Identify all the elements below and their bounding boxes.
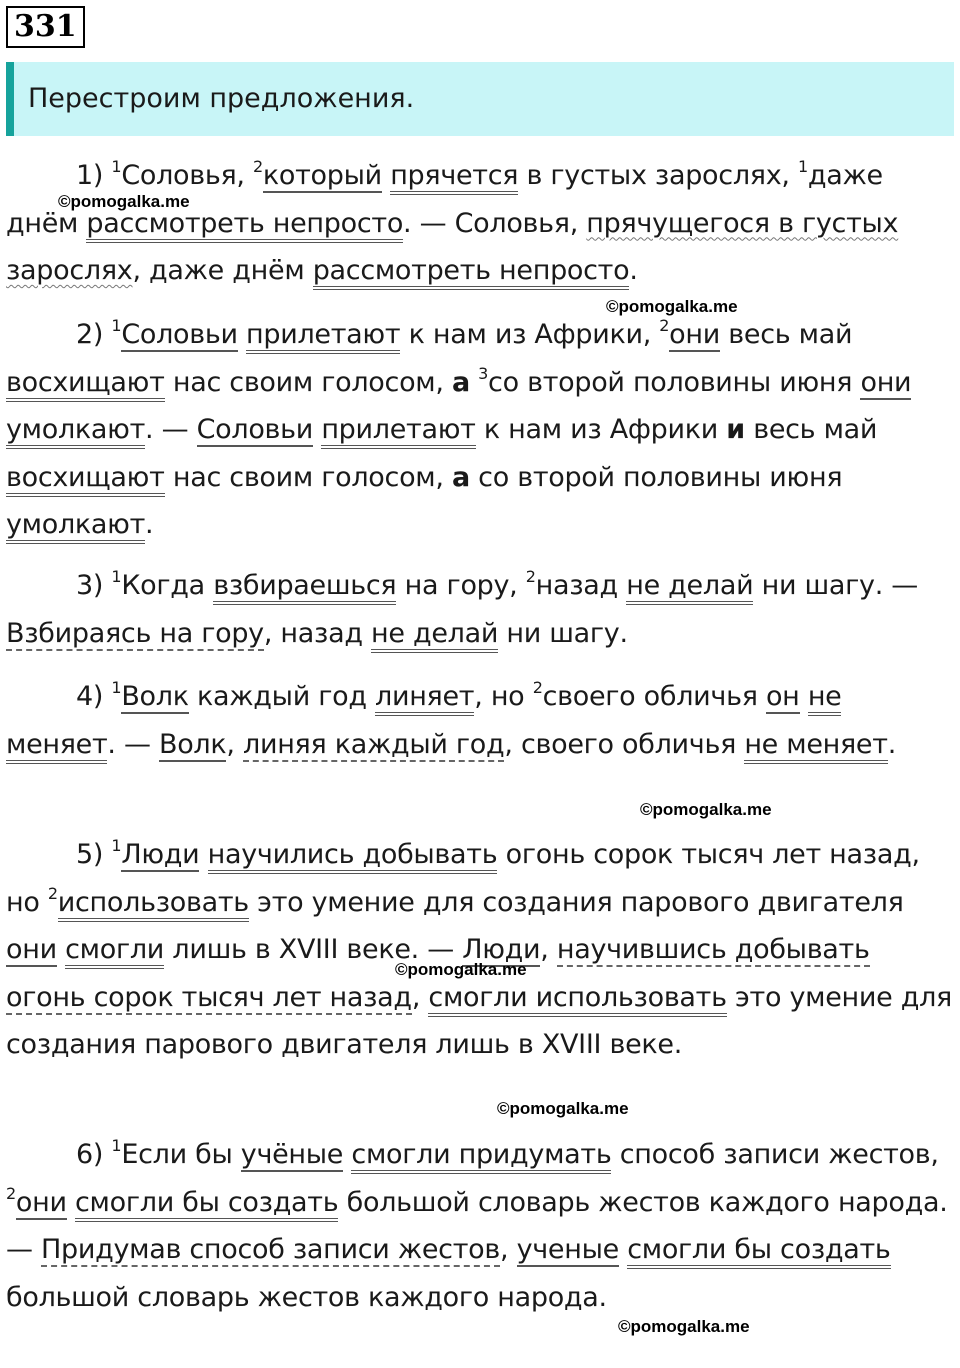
text-fragment: , <box>540 934 549 965</box>
clause-index: 1 <box>111 316 122 335</box>
text-fragment: . — <box>107 728 151 760</box>
predicate: взбираешься <box>213 570 396 605</box>
conjunction: а <box>451 366 470 398</box>
predicate: не меняет <box>6 681 841 764</box>
text-fragment: со второй половины июня <box>488 366 853 398</box>
clause-index: 2 <box>253 157 263 176</box>
conjunction: а <box>451 461 470 493</box>
sentence-6 <box>6 1131 956 1321</box>
item-number: 5) <box>76 839 104 870</box>
watermark: ©pomogalka.me <box>497 1099 629 1118</box>
predicate: восхищают <box>6 367 165 402</box>
clause-index: 1 <box>111 157 122 176</box>
predicate: использовать <box>58 887 249 922</box>
adverbial-participle-phrase: Взбираясь на гору <box>6 617 264 649</box>
subject: он <box>765 681 800 712</box>
subject: они <box>860 366 912 398</box>
text-fragment: . — <box>145 414 189 445</box>
adverbial-participle-phrase: научившись добывать огонь сорок тысяч лет назад <box>6 934 870 1013</box>
watermark: ©pomogalka.me <box>618 1317 750 1336</box>
participial-phrase: прячущегося в густых зарослях <box>6 207 899 286</box>
text-fragment: нас своим голосом, <box>172 366 444 398</box>
header-title: Перестроим предложения. <box>28 83 415 114</box>
text-fragment: Соловья, <box>121 160 245 191</box>
subject: они <box>669 319 720 350</box>
predicate: умолкают <box>6 414 145 449</box>
text-fragment: Если бы <box>121 1139 233 1170</box>
text-fragment: каждый год <box>197 681 367 712</box>
predicate: научились добывать <box>208 839 498 874</box>
text-fragment: способ записи жестов, <box>619 1139 939 1170</box>
text-fragment: огонь сорок тысяч лет назад, но <box>6 839 920 918</box>
text-fragment: , но <box>474 681 525 712</box>
item-number: 2) <box>76 319 104 350</box>
predicate: смогли <box>65 934 164 969</box>
text-fragment: , <box>411 981 421 1013</box>
sentence-4 <box>6 673 956 768</box>
predicate: умолкают <box>6 509 145 544</box>
subject: Волк <box>121 681 189 712</box>
text-fragment: ни шагу. <box>506 617 628 649</box>
predicate: прилетают <box>321 414 475 449</box>
item-number: 3) <box>76 570 104 601</box>
predicate: не делай <box>371 618 498 653</box>
subject: они <box>6 934 57 965</box>
clause-index: 1 <box>111 836 122 855</box>
text-fragment: , назад <box>263 617 363 649</box>
text-fragment: . <box>145 509 154 540</box>
clause-index: 2 <box>47 883 58 903</box>
subject: Люди <box>121 839 200 870</box>
clause-index: 1 <box>111 678 122 697</box>
clause-index: 3 <box>478 363 489 383</box>
predicate: прячется <box>390 160 518 195</box>
text-fragment: . — Соловья, <box>403 207 578 239</box>
predicate: не делай <box>626 570 753 605</box>
predicate: смогли бы создать <box>75 1187 338 1222</box>
item-number: 1) <box>76 160 104 191</box>
watermark: ©pomogalka.me <box>640 800 772 819</box>
predicate: прилетают <box>246 319 400 354</box>
conjunction: и <box>726 414 745 445</box>
text-fragment: весь май <box>753 414 878 445</box>
predicate: смогли придумать <box>351 1139 611 1174</box>
text-fragment: Когда <box>121 570 205 601</box>
predicate: линяет <box>375 681 474 716</box>
text-fragment: со второй половины июня <box>478 461 843 493</box>
text-fragment: это умение для создания парового двигателя <box>257 886 904 918</box>
text-fragment: , <box>226 728 235 760</box>
text-fragment: , <box>499 1234 509 1265</box>
text-fragment: к нам из Африки, <box>408 319 651 350</box>
subject: Волк <box>158 728 227 760</box>
clause-index: 2 <box>659 316 670 335</box>
text-fragment: своего обличья <box>542 681 758 712</box>
subject: который <box>262 160 382 191</box>
text-fragment: назад <box>535 570 618 601</box>
clause-index: 2 <box>525 567 536 586</box>
text-fragment: большой словарь жестов каждого народа. — <box>6 1186 948 1265</box>
text-fragment: даже днём <box>6 160 883 239</box>
subject: Соловьи <box>121 319 238 350</box>
section-header <box>6 62 954 136</box>
text-fragment: , своего обличья <box>504 728 737 760</box>
text-fragment: лишь в XVIII веке. — <box>172 934 454 965</box>
clause-index: 2 <box>532 678 543 697</box>
text-fragment: весь май <box>728 319 853 350</box>
predicate: не меняет <box>744 729 887 764</box>
sentence-2 <box>6 311 956 549</box>
text-fragment: нас своим голосом, <box>172 461 444 493</box>
subject: Люди <box>462 934 541 965</box>
clause-index: 1 <box>797 157 808 176</box>
predicate: смогли использовать <box>428 982 726 1017</box>
text-fragment: , даже днём <box>132 255 305 286</box>
text-fragment: . <box>629 255 638 286</box>
watermark: ©pomogalka.me <box>58 192 190 211</box>
text-fragment: на гору, <box>404 570 518 601</box>
text-fragment: это умение для создания парового двигателя лишь в XVIII веке. <box>6 981 952 1060</box>
text-fragment: . <box>887 728 896 760</box>
clause-index: 1 <box>111 1136 122 1155</box>
subject: ученые <box>516 1234 619 1265</box>
sentence-3 <box>6 562 956 657</box>
clause-index: 2 <box>6 1183 16 1203</box>
predicate: рассмотреть непросто <box>313 255 630 290</box>
clause-index: 1 <box>111 567 122 586</box>
text-fragment: в густых зарослях, <box>526 160 790 191</box>
sentence-5 <box>6 831 956 1069</box>
predicate: восхищают <box>6 462 165 497</box>
subject: учёные <box>240 1139 344 1170</box>
text-fragment: ни шагу. — <box>761 570 918 601</box>
item-number: 4) <box>76 681 104 712</box>
adverbial-participle-phrase: Придумав способ записи жестов <box>41 1234 500 1265</box>
sentence-1 <box>6 152 956 295</box>
watermark: ©pomogalka.me <box>606 297 738 316</box>
item-number: 6) <box>76 1139 104 1170</box>
predicate: рассмотреть непросто <box>86 208 403 243</box>
watermark: ©pomogalka.me <box>395 960 527 979</box>
text-fragment: большой словарь жестов каждого народа. <box>6 1281 607 1313</box>
text-fragment: к нам из Африки <box>483 414 718 445</box>
subject: Соловьи <box>196 414 314 445</box>
task-number: 331 <box>6 6 85 48</box>
predicate: смогли бы создать <box>627 1234 890 1269</box>
adverbial-participle-phrase: линяя каждый год <box>243 728 505 760</box>
subject: они <box>15 1186 67 1218</box>
